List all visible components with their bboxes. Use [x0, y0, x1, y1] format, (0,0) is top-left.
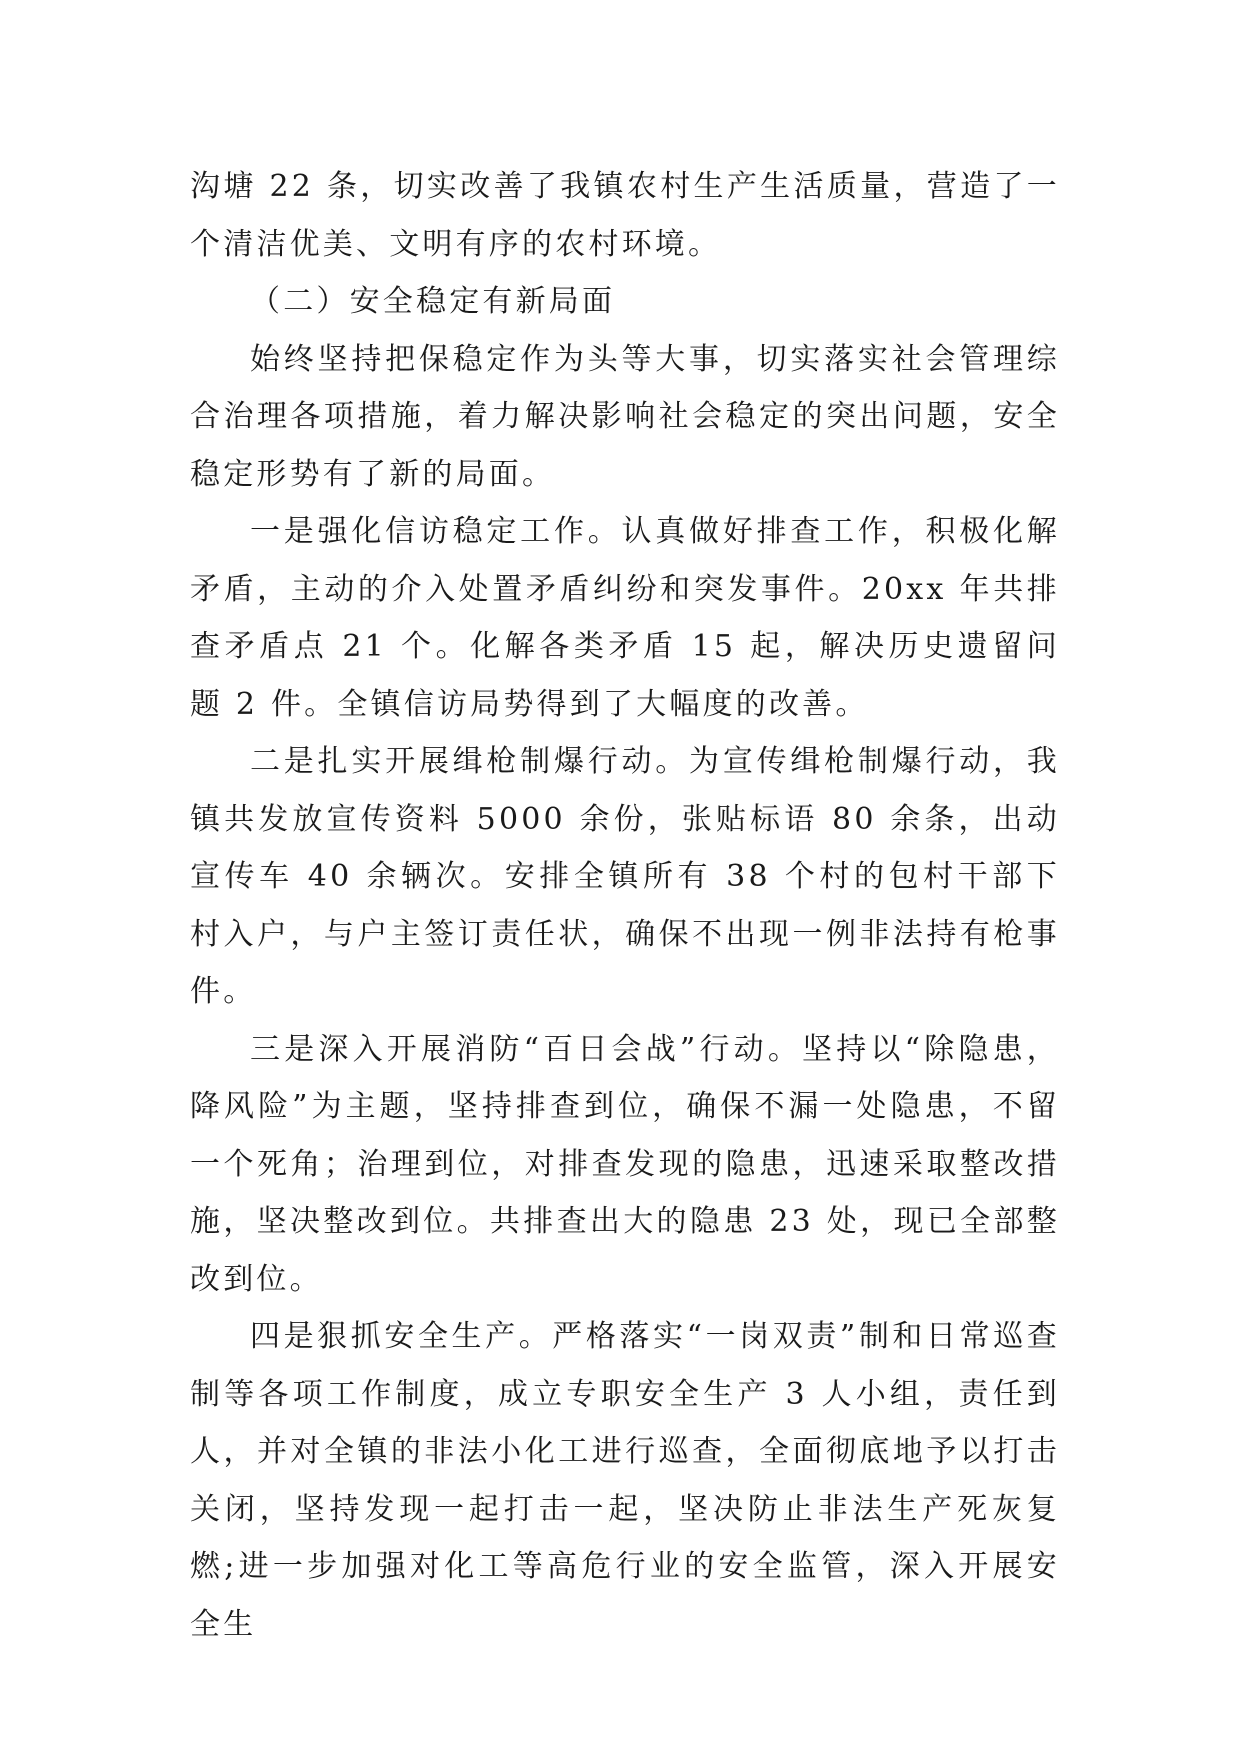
paragraph-continuation: 沟塘 22 条，切实改善了我镇农村生产生活质量，营造了一个清洁优美、文明有序的农村环境。 — [190, 169, 1060, 262]
paragraph-petition: 一是强化信访稳定工作。认真做好排查工作，积极化解矛盾，主动的介入处置矛盾纠纷和突发事件。20xx 年共排查矛盾点 21 个。化解各类矛盾 15 起，解决历史遗留问题 2 件。全镇信访局势得到了大幅度的改善。 — [190, 514, 1060, 722]
paragraph-intro: 始终坚持把保稳定作为头等大事，切实落实社会管理综合治理各项措施，着力解决影响社会稳定的突出问题，安全稳定形势有了新的局面。 — [190, 341, 1060, 492]
paragraph-fire-safety: 三是深入开展消防“百日会战”行动。坚持以“除隐患，降风险”为主题，坚持排查到位，确保不漏一处隐患，不留一个死角；治理到位，对排查发现的隐患，迅速采取整改措施，坚决整改到位。共排查出大的隐患 23 处，现已全部整改到位。 — [190, 1031, 1060, 1297]
paragraph-firearms: 二是扎实开展缉枪制爆行动。为宣传缉枪制爆行动，我镇共发放宣传资料 5000 余份，张贴标语 80 余条，出动宣传车 40 余辆次。安排全镇所有 38 个村的包村干部下村入户，与户主签订责任状，确保不出现一例非法持有枪事件。 — [190, 744, 1060, 1009]
section-heading: （二）安全稳定有新局面 — [250, 284, 616, 319]
document-body — [190, 158, 1060, 1653]
paragraph-production-safety: 四是狠抓安全生产。严格落实“一岗双责”制和日常巡查制等各项工作制度，成立专职安全生产 3 人小组，责任到人，并对全镇的非法小化工进行巡查，全面彻底地予以打击关闭，坚持发现一起打击一起，坚决防止非法生产死灰复燃;进一步加强对化工等高危行业的安全监管，深入开展安全生 — [190, 1319, 1060, 1642]
